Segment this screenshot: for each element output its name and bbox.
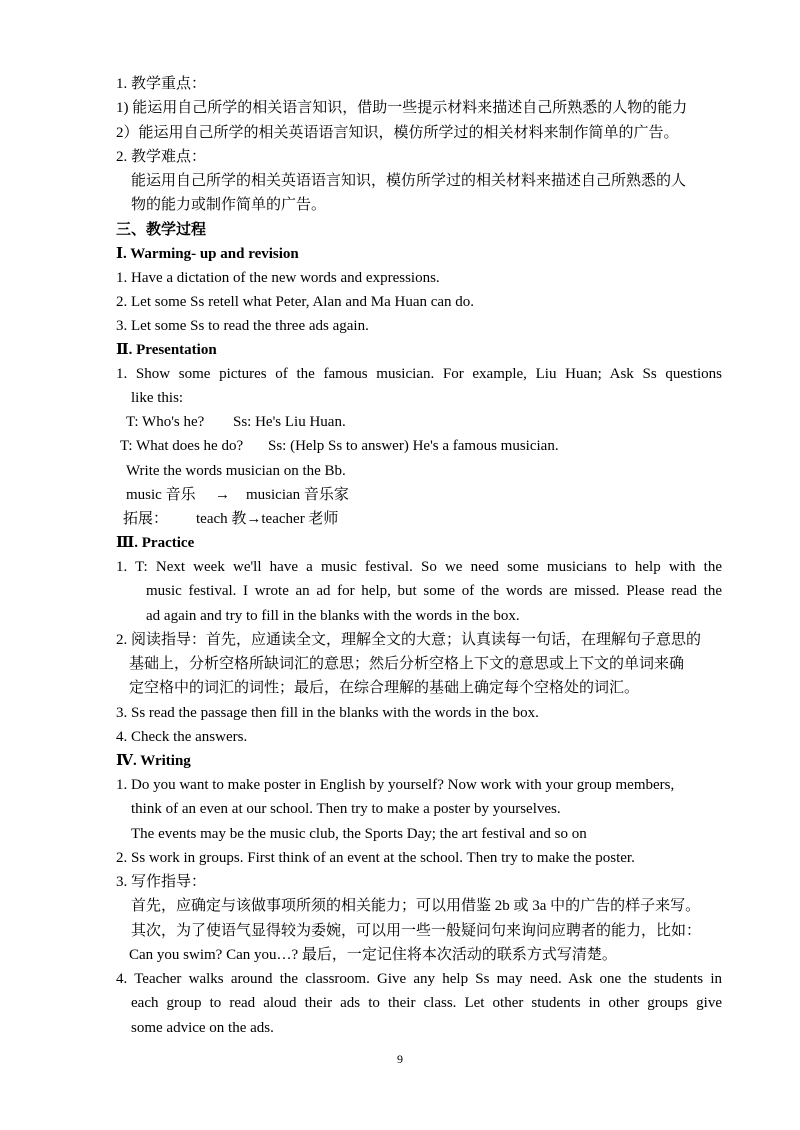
practice-item-2-line-3: 定空格中的词汇的词性；最后，在综合理解的基础上确定每个空格处的词汇。 [129,680,640,696]
section-presentation-title: Ⅱ. Presentation [116,342,217,358]
writing-item-1-line-1: 1. Do you want to make poster in English by yourself? Now work with your group members, [116,777,675,793]
writing-item-3-line-2: 其次，为了使语气显得较为委婉，可以用一些一般疑问句来询问应聘者的能力，比如： [131,923,702,939]
writing-item-3-line-3: Can you swim? Can you…? 最后，一定记住将本次活动的联系方式写清楚。 [129,947,617,963]
difficulty-line-2: 物的能力或制作简单的广告。 [131,197,327,213]
dialog-students-2: Ss: (Help Ss to answer) He's a famous musician. [268,438,559,454]
word-musician: musician 音乐家 [246,487,349,503]
dialog-students-1: Ss: He's Liu Huan. [233,414,346,430]
difficulty-line-1: 能运用自己所学的相关英语语言知识，模仿所学过的相关材料来描述自己所熟悉的人 [131,173,687,189]
right-arrow-icon: → [215,487,230,503]
writing-item-4-line-2: each group to read aloud their ads to their class. Let other students in other groups give [131,995,722,1011]
write-on-board-line: Write the words musician on the Bb. [126,463,346,479]
practice-item-3: 3. Ss read the passage then fill in the blanks with the words in the box. [116,705,539,721]
writing-item-2: 2. Ss work in groups. First think of an event at the school. Then try to make the poster. [116,850,635,866]
writing-item-3-line-1: 首先，应确定与该做事项所须的相关能力；可以用借鉴 2b 或 3a 中的广告的样子来写。 [131,898,701,914]
writing-item-3-heading: 3. 写作指导： [116,874,207,890]
writing-item-4-line-1: 4. Teacher walks around the classroom. Give any help Ss may need. Ask one the students in [116,971,722,987]
page-number: 9 [397,1052,403,1066]
practice-item-1-line-3: ad again and try to fill in the blanks with the words in the box. [146,608,520,624]
word-teach-teacher: teach 教→teacher 老师 [196,511,339,527]
word-music: music 音乐 [126,487,196,503]
focus-item-1: 1) 能运用自己所学的相关语言知识，借助一些提示材料来描述自己所熟悉的人物的能力 [116,100,688,116]
practice-item-1-line-2: music festival. I wrote an ad for help, but some of the words are missed. Please read the [146,583,722,599]
focus-item-2: 2）能运用自己所学的相关英语语言知识，模仿所学过的相关材料来制作简单的广告。 [116,125,679,141]
section-warmup-title: Ⅰ. Warming- up and revision [116,246,299,262]
writing-item-1-line-3: The events may be the music club, the Sports Day; the art festival and so on [131,826,587,842]
difficulty-heading: 2. 教学难点： [116,149,207,165]
writing-item-4-line-3: some advice on the ads. [131,1020,274,1036]
section-practice-title: Ⅲ. Practice [116,535,195,551]
practice-item-2-line-1: 2. 阅读指导：首先，应通读全文，理解全文的大意；认真读每一句话，在理解句子意思的 [116,632,702,648]
dialog-teacher-2: T: What does he do? [120,438,244,454]
focus-heading: 1. 教学重点： [116,76,207,92]
practice-item-4: 4. Check the answers. [116,729,248,745]
warmup-item-3: 3. Let some Ss to read the three ads again. [116,318,369,334]
dialog-teacher-1: T: Who's he? [126,414,205,430]
process-heading: 三、教学过程 [116,222,207,238]
presentation-item-1-line-1: 1. Show some pictures of the famous musician. For example, Liu Huan; Ask Ss questions [116,366,722,382]
presentation-item-1-line-2: like this: [131,390,184,406]
warmup-item-2: 2. Let some Ss retell what Peter, Alan and Ma Huan can do. [116,294,475,310]
practice-item-2-line-2: 基础上，分析空格所缺词汇的意思；然后分析空格上下文的意思或上下文的单词来确 [129,656,685,672]
practice-item-1-line-1: 1. T: Next week we'll have a music festival. So we need some musicians to help with the [116,559,722,575]
writing-item-1-line-2: think of an even at our school. Then try to make a poster by yourselves. [131,801,561,817]
section-writing-title: Ⅳ. Writing [116,753,191,769]
warmup-item-1: 1. Have a dictation of the new words and expressions. [116,270,440,286]
expand-label: 拓展： [123,511,169,527]
